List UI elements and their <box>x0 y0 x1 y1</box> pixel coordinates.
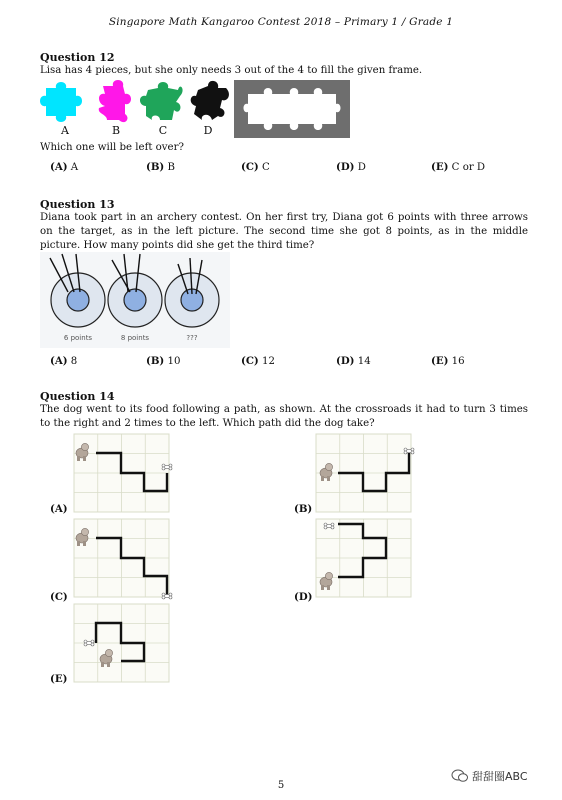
q13-choice-a[interactable] <box>50 355 77 367</box>
puzzle-piece-b-shape <box>99 80 131 122</box>
choice-text: 16 <box>451 356 465 367</box>
choice-key: (B) <box>146 355 165 367</box>
q13-choice-d[interactable] <box>336 355 371 367</box>
path-option-c[interactable] <box>74 519 169 597</box>
wechat-icon <box>452 769 468 783</box>
choice-text: D <box>357 162 366 173</box>
choice-text: 14 <box>357 356 371 367</box>
question-12-title: Question 12 <box>40 51 115 64</box>
q12-choice-d[interactable] <box>336 161 366 173</box>
option-label-b: (B) <box>294 503 313 515</box>
option-label-d: (D) <box>294 591 313 603</box>
choice-key: (A) <box>50 161 68 173</box>
choice-text: 12 <box>262 356 275 367</box>
target-label-2: 8 points <box>120 334 150 342</box>
question-13-text: Diana took part in an archery contest. On her first try, Diana got 6 points with three arrows on the target, as in the left picture. The second time she got 8 points, as in the middle picture. How many points did she get the third time? <box>40 212 528 251</box>
choice-key: (C) <box>241 355 259 367</box>
choice-key: (C) <box>241 161 259 173</box>
q13-choice-e[interactable] <box>431 355 465 367</box>
path-option-a[interactable] <box>74 434 169 512</box>
choice-text: 10 <box>167 356 181 367</box>
q13-choice-b[interactable] <box>146 355 180 367</box>
puzzle-piece-c-shape <box>140 82 183 120</box>
watermark-text: 甜甜圈ABC <box>472 770 528 783</box>
puzzle-piece-d <box>188 80 232 126</box>
choice-text: B <box>167 162 176 173</box>
option-label-e: (E) <box>50 673 68 685</box>
q12-choice-a[interactable] <box>50 161 78 173</box>
puzzle-frame <box>234 80 350 138</box>
q12-choice-b[interactable] <box>146 161 175 173</box>
option-label-a: (A) <box>50 503 68 515</box>
puzzle-label-b: B <box>111 124 121 137</box>
choice-key: (E) <box>431 355 449 367</box>
choice-key: (D) <box>336 161 355 173</box>
path-option-b[interactable] <box>316 434 411 512</box>
q12-choice-e[interactable] <box>431 161 485 173</box>
choice-text: C or D <box>451 162 486 173</box>
target-label-3: ??? <box>186 334 198 342</box>
choice-text: 8 <box>70 356 78 367</box>
puzzle-piece-d-shape <box>191 81 229 120</box>
puzzle-piece-a <box>40 80 90 126</box>
watermark <box>452 768 528 784</box>
puzzle-label-a: A <box>61 124 69 137</box>
path-option-e[interactable] <box>74 604 169 682</box>
question-14-title: Question 14 <box>40 390 115 403</box>
choice-key: (D) <box>336 355 355 367</box>
target-label-1: 6 points <box>63 334 93 342</box>
q12-choice-c[interactable] <box>241 161 270 173</box>
puzzle-piece-c <box>140 80 186 126</box>
path-option-d[interactable] <box>316 519 411 597</box>
q13-choice-c[interactable] <box>241 355 275 367</box>
choice-key: (A) <box>50 355 68 367</box>
choice-text: A <box>70 162 79 173</box>
puzzle-label-d: D <box>203 124 213 137</box>
option-label-c: (C) <box>50 591 68 603</box>
choice-key: (B) <box>146 161 165 173</box>
choice-key: (E) <box>431 161 449 173</box>
puzzle-piece-a-shape <box>40 82 82 122</box>
question-14-text: The dog went to its food following a path, as shown. At the crossroads it had to turn 3 times to the right and 2 times to the left. Which path did the dog take? <box>40 404 528 429</box>
choice-text: C <box>262 162 270 173</box>
question-13-title: Question 13 <box>40 198 115 211</box>
question-12-text: Lisa has 4 pieces, but she only needs 3 out of the 4 to fill the given frame. <box>40 65 423 76</box>
page-header: Singapore Math Kangaroo Contest 2018 – Primary 1 / Grade 1 <box>108 16 454 28</box>
puzzle-piece-b <box>95 80 135 126</box>
puzzle-label-c: C <box>158 124 168 137</box>
question-12-prompt: Which one will be left over? <box>40 142 184 153</box>
page-number: 5 <box>277 780 285 791</box>
